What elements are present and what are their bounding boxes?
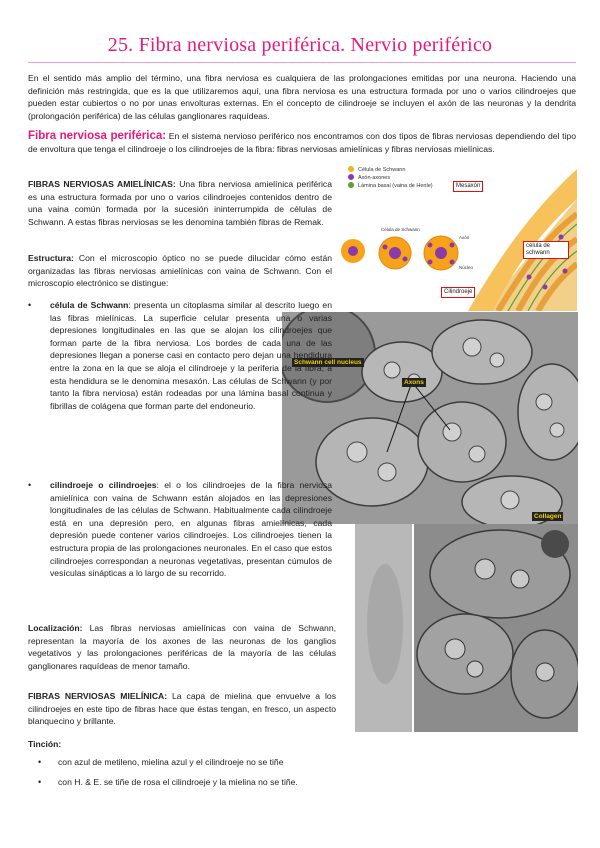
estructura-text: Con el microscopio óptico no se puede dilucidar cómo están organizadas las fibras nerviosas amielínicas con vaina de Schwann. Con el microscopio electrónico se distingue: [28,253,333,289]
tincion-label: Tinción: [28,739,62,749]
label-schwann-nucleus: Schwann cell nucleus [294,359,362,366]
section-heading: Fibra nerviosa periférica: [28,130,167,142]
small-schwann-cell-3 [424,236,458,270]
tincion-heading [28,738,228,751]
amielinicas-label: FIBRAS NERVIOSAS AMIELÍNICAS: [28,179,176,189]
estructura-label: Estructura: [28,253,74,263]
legend-dot-schwann [348,166,354,172]
label-mesaxon: Mesaxón [453,181,483,192]
localizacion-paragraph [28,622,336,672]
small-label-core: Núcleo [459,265,474,270]
label-collagen: Collagen [534,513,562,520]
intro-paragraph: En el sentido más amplio del término, una fibra nerviosa es cualquiera de las prolongaciones emitidas por una neurona. Haciendo una definición más restringida, que es la que utilizaremos aquí, una fibra nerviosa es una estructura formada por uno o varios cilindroejes que pueden estar cubiertos o no por unas envolturas externas. En el concepto de cilindroeje se incluyen el axón de las neuronas y la dendrita (prolongación periférica) de las células ganglionares raquídeas. [28,73,576,121]
tincion-dot-1: • [38,757,42,767]
tincion-item-2-text: con H. & E. se tiñe de rosa el cilindroeje y la mielina no se tiñe. [58,777,298,787]
localizacion-label: Localización: [28,623,83,633]
small-schwann-cell-1 [341,239,365,263]
mielinica-text: La capa de mielina que envuelve a los cilindroejes en este tipo de fibras hace que éstas tengan, en fresco, un aspecto blanquecino y brillante. [28,691,336,727]
small-label-axon: Axón [459,235,470,240]
tincion-dot-2: • [38,777,42,787]
title-divider [28,62,576,63]
label-cilindroeje: Cilindroeje [441,287,475,298]
legend-dot-axon [348,174,354,180]
bullet-cilindroeje-text: : el o los cilindroejes de la fibra nerviosa amielínica con vaina de Schwann están alojados en las depresiones longitudinales de las células de Schwann. Habitualmente cada cilindroeje está en una depresión pero, en algunas fibras amielínicas, cada depresión puede contener varios cilindroejes. Los cilindroejes tienen la estructura propia de las prolongaciones neuronales. En el caso que estos cilindroejes correspondan a neuronas vegetativas, presentan cúmulos de vesículas sinápticas a lo largo de su recorrido. [50,480,332,579]
section-fibra-periferica [28,130,576,155]
page-title: 25. Fibra nerviosa periférica. Nervio periférico [107,34,493,56]
label-axons: Axons [404,379,424,386]
micrograph-2-svg [355,524,578,732]
bullet-cilindroeje [28,479,332,580]
bullet-celula-text: : presenta un citoplasma similar al descrito luego en las fibras mielínicas. La superficie celular presenta una o varias depresiones longitudinales en las que se alojan los cilindroejes que forman parte de la fibra nerviosa. Los bordes de cada una de las depresiones llegan a ponerse casi en contacto pero dejan una hendidura entre la zona en la que se aloja el cilindroeje y la periferia de la fibra; a esta hendidura se le denomina mesaxón. Las células de Schwann (y por tanto la fibra nerviosa) están rodeadas por una lámina basal continua y fibrillas de colágena que forman parte del endoneurio. [50,300,332,411]
bullet-celula-label: célula de Schwann [50,300,129,310]
small-label-cell: Célula de Schwann [381,227,420,232]
localizacion-text: Las fibras nerviosas amielínicas con vaina de Schwann, representan la mayoría de los axones de las neuronas de los ganglios vegetativos y las prolongaciones periféricas de la mayoría de las células ganglionares raquídeas de menor tamaño. [28,623,336,671]
small-schwann-cell-2 [379,237,411,269]
electron-micrograph-2 [355,524,578,732]
section-text: En el sistema nervioso periférico nos encontramos con dos tipos de fibras nerviosas dependiendo del tipo de envoltura que tenga el cilindroeje o los cilindroejes de la fibra: fibras nerviosas amielínicas y fibras nerviosas mielínicas. [28,131,576,154]
legend-dot-lamina [348,182,354,188]
label-celula-schwann: célula de schwann [523,241,569,259]
mielinica-paragraph [28,690,336,728]
legend-schwann: Célula de Schwann [358,167,406,173]
bullet-cilindroeje-label: cilindroeje o cilindroejes [50,480,157,490]
schwann-diagram [333,159,577,311]
legend-lamina: Lámina basal (vaina de Henle) [358,183,433,189]
amielinicas-paragraph [28,178,332,228]
mielinica-label: FIBRAS NERVIOSAS MIELÍNICA: [28,691,168,701]
tincion-item-2 [38,776,358,789]
estructura-paragraph [28,252,332,290]
legend-axon: Axón-axones [358,175,391,181]
bullet-dot-2: • [28,480,32,490]
tincion-item-1 [38,756,358,769]
nerve-bundle [468,169,577,311]
bullet-celula-schwann [28,299,332,412]
bullet-dot-1: • [28,300,32,310]
tincion-item-1-text: con azul de metileno, mielina azul y el cilindroeje no se tiñe [58,757,284,767]
amielinicas-text: Una fibra nerviosa amielínica periférica es una estructura formada por uno o varios cilindroejes contenidos dentro de una vaina común formada por la sucesión ininterrumpida de células de Schwann. A estas fibras nerviosas se les denomina también fibras de Remak. [28,179,332,227]
